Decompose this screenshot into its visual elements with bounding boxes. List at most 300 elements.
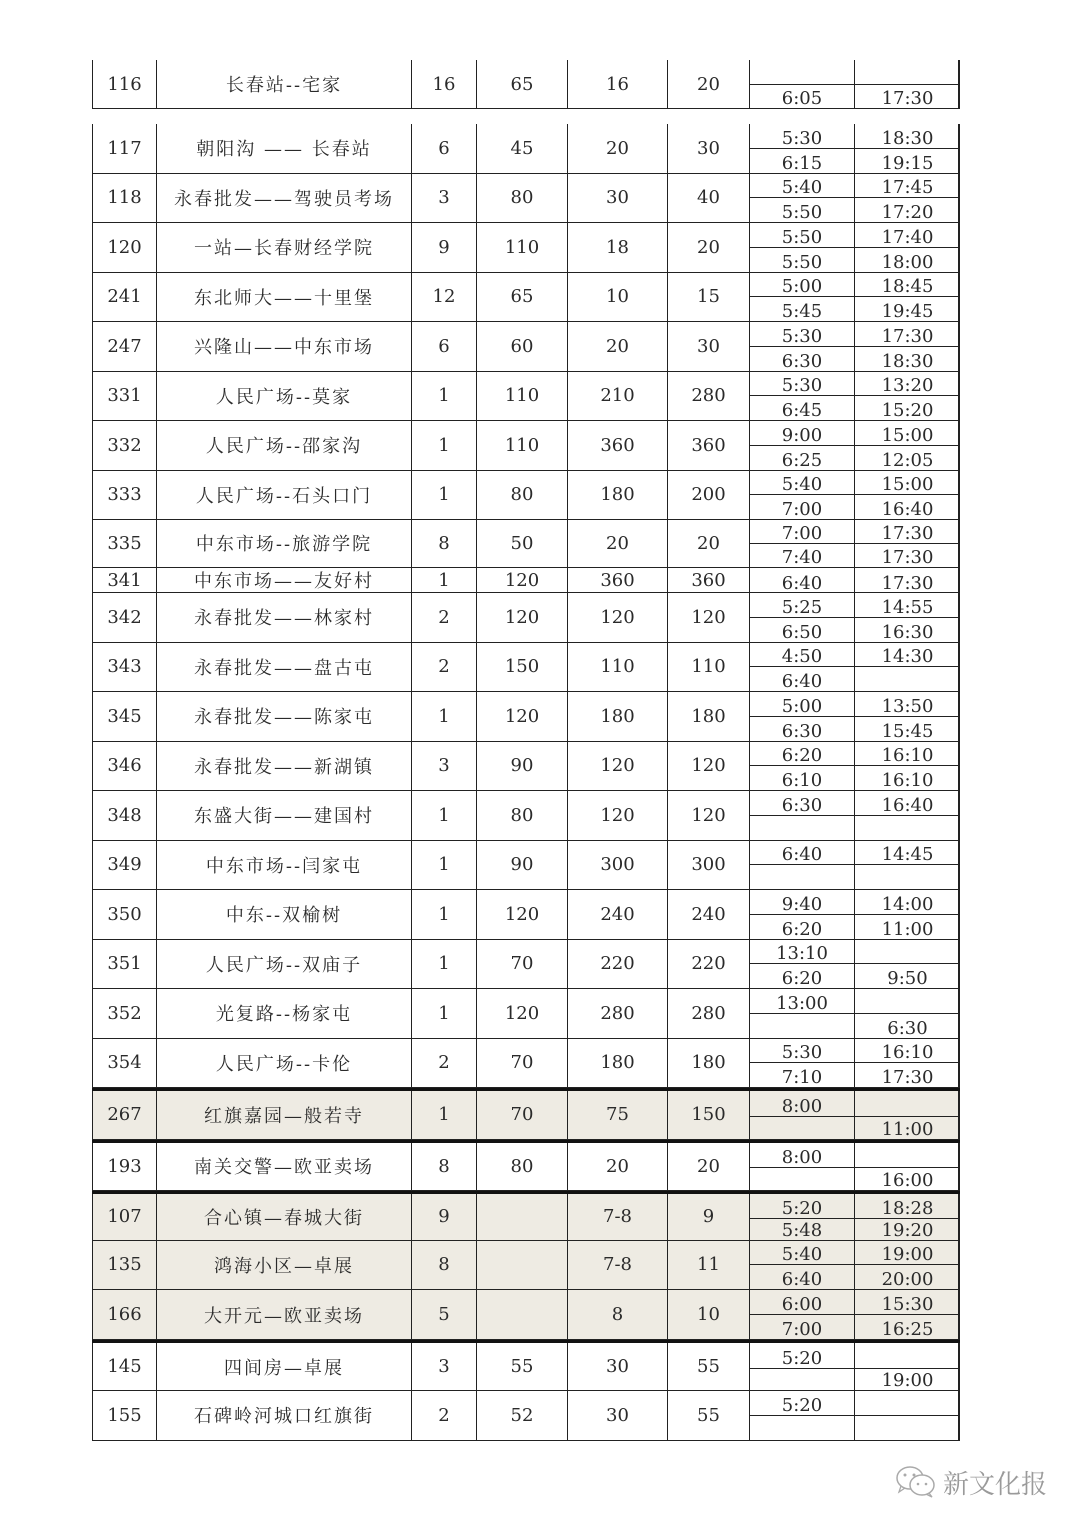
- table-row: [92, 1391, 960, 1441]
- route-length-cell: 120: [477, 692, 568, 742]
- route-length-cell: 110: [477, 421, 568, 471]
- schedule-times: [750, 124, 960, 174]
- schedule-times: [750, 174, 960, 224]
- schedule-times: [750, 60, 960, 109]
- departure-time: 5:50: [750, 223, 855, 247]
- route-number-cell: 247: [92, 322, 157, 372]
- departure-time: 6:00: [750, 1290, 855, 1314]
- departure-time: 5:40: [750, 471, 855, 495]
- last-departure-time: 14:30: [881, 646, 934, 668]
- table-row: [92, 1241, 960, 1291]
- departure-time: 5:30: [750, 124, 855, 148]
- last-departure-time: [855, 60, 960, 84]
- table-row: [92, 1088, 960, 1140]
- last-departure-time: 16:40: [881, 498, 934, 520]
- watermark-text: 新文化报: [943, 1469, 1048, 1500]
- interval-peak-cell: 210: [568, 372, 668, 422]
- vehicle-count-cell: 1: [412, 372, 477, 422]
- departure-time: 8:00: [750, 1143, 855, 1168]
- last-departure-time: 15:45: [881, 720, 934, 742]
- route-name-cell: 朝阳沟 —— 长春站: [157, 124, 412, 174]
- departure-time: 5:50: [750, 197, 855, 222]
- departure-time: 4:50: [750, 643, 855, 667]
- schedule-times: [750, 223, 960, 273]
- last-departure-time: 18:30: [881, 127, 934, 149]
- schedule-times: [750, 643, 960, 693]
- route-length-cell: 70: [477, 1091, 568, 1140]
- route-length-cell: 65: [477, 60, 568, 109]
- route-name-cell: 大开元—欧亚卖场: [157, 1290, 412, 1340]
- departure-time: 7:00: [750, 1314, 855, 1339]
- last-departure-time: 16:00: [881, 1169, 934, 1191]
- last-departure-time: [855, 666, 960, 691]
- schedule-times: [750, 568, 960, 593]
- last-departure-time: 16:10: [881, 745, 934, 767]
- route-name-cell: 石碑岭河城口红旗街: [157, 1391, 412, 1441]
- last-departure-time: 17:30: [881, 1067, 934, 1088]
- vehicle-count-cell: 1: [412, 471, 477, 520]
- vehicle-count-cell: 9: [412, 223, 477, 273]
- departure-time: 6:10: [750, 765, 855, 790]
- table-row: [92, 223, 960, 273]
- interval-offpeak-cell: 300: [668, 841, 750, 891]
- interval-offpeak-cell: 20: [668, 519, 750, 568]
- schedule-times: [750, 593, 960, 643]
- interval-peak-cell: 7-8: [568, 1194, 668, 1241]
- departure-time: 13:10: [750, 940, 855, 964]
- last-departure-time: 16:30: [881, 621, 934, 643]
- interval-peak-cell: 16: [568, 60, 668, 109]
- departure-time: [750, 1113, 855, 1139]
- last-departure-time: 19:00: [881, 1370, 934, 1391]
- table-row: [92, 1140, 960, 1191]
- route-name-cell: 中东--双榆树: [157, 890, 412, 940]
- vehicle-count-cell: 6: [412, 322, 477, 372]
- last-departure-time: 14:00: [881, 893, 934, 915]
- vehicle-count-cell: 2: [412, 1039, 477, 1089]
- last-departure-time: 19:45: [881, 301, 934, 322]
- route-name-cell: 东盛大街——建国村: [157, 791, 412, 841]
- schedule-times: [750, 692, 960, 742]
- route-name-cell: 东北师大——十里堡: [157, 273, 412, 323]
- table-row: [92, 940, 960, 990]
- route-name-cell: 一站—长春财经学院: [157, 223, 412, 273]
- watermark: [895, 1462, 1047, 1502]
- vehicle-count-cell: 6: [412, 124, 477, 174]
- route-length-cell: 120: [477, 568, 568, 593]
- route-number-cell: 107: [92, 1194, 157, 1241]
- vehicle-count-cell: 2: [412, 593, 477, 643]
- interval-offpeak-cell: 280: [668, 989, 750, 1039]
- route-length-cell: 70: [477, 940, 568, 990]
- route-number-cell: 350: [92, 890, 157, 940]
- last-departure-time: 18:45: [881, 276, 934, 298]
- schedule-times: [750, 890, 960, 940]
- last-departure-time: 17:40: [881, 226, 934, 248]
- schedule-times: [750, 1391, 960, 1441]
- schedule-times: [750, 1194, 960, 1241]
- departure-time: 6:20: [750, 914, 855, 939]
- vehicle-count-cell: 1: [412, 989, 477, 1039]
- departure-time: [750, 815, 855, 840]
- route-name-cell: 光复路--杨家屯: [157, 989, 412, 1039]
- last-departure-time: 13:20: [881, 375, 934, 397]
- table-row: [92, 568, 960, 593]
- departure-time: 6:50: [750, 617, 855, 642]
- route-length-cell: [477, 1194, 568, 1241]
- interval-offpeak-cell: 20: [668, 1143, 750, 1191]
- interval-peak-cell: 8: [568, 1290, 668, 1340]
- route-length-cell: 60: [477, 322, 568, 372]
- vehicle-count-cell: 8: [412, 1241, 477, 1291]
- last-departure-time: 17:30: [881, 573, 934, 594]
- vehicle-count-cell: 1: [412, 692, 477, 742]
- interval-offpeak-cell: 11: [668, 1241, 750, 1291]
- interval-peak-cell: 20: [568, 1143, 668, 1191]
- departure-time: 6:05: [750, 84, 855, 109]
- departure-time: [750, 1415, 855, 1440]
- schedule-times: [750, 273, 960, 323]
- vehicle-count-cell: 8: [412, 1143, 477, 1191]
- interval-peak-cell: 20: [568, 322, 668, 372]
- last-departure-time: 6:30: [887, 1017, 928, 1039]
- schedule-times: [750, 791, 960, 841]
- table-row: [92, 1039, 960, 1089]
- vehicle-count-cell: 1: [412, 841, 477, 891]
- route-length-cell: 90: [477, 742, 568, 792]
- route-name-cell: 人民广场--卡伦: [157, 1039, 412, 1089]
- route-number-cell: 342: [92, 593, 157, 643]
- table-row: [92, 890, 960, 940]
- departure-time: 5:20: [750, 1194, 855, 1218]
- departure-time: 5:00: [750, 273, 855, 297]
- last-departure-time: 16:40: [881, 794, 934, 816]
- vehicle-count-cell: 1: [412, 940, 477, 990]
- route-number-cell: 351: [92, 940, 157, 990]
- departure-time: [750, 1164, 855, 1190]
- vehicle-count-cell: 2: [412, 1391, 477, 1441]
- departure-time: [750, 60, 855, 84]
- last-departure-time: 17:30: [881, 547, 934, 568]
- route-number-cell: 341: [92, 568, 157, 593]
- last-departure-time: 15:20: [881, 400, 934, 421]
- schedule-times: [750, 421, 960, 471]
- departure-time: 5:20: [750, 1343, 855, 1368]
- table-row: [92, 1290, 960, 1340]
- route-length-cell: 55: [477, 1343, 568, 1391]
- route-number-cell: 118: [92, 174, 157, 224]
- last-departure-time: 17:20: [881, 202, 934, 223]
- interval-offpeak-cell: 15: [668, 273, 750, 323]
- route-name-cell: 中东市场——友好村: [157, 568, 412, 593]
- vehicle-count-cell: 3: [412, 1343, 477, 1391]
- departure-time: 5:40: [750, 1241, 855, 1265]
- route-name-cell: 永春批发——林家村: [157, 593, 412, 643]
- interval-peak-cell: 300: [568, 841, 668, 891]
- route-length-cell: 52: [477, 1391, 568, 1441]
- last-departure-time: [855, 864, 960, 889]
- last-departure-time: 19:00: [881, 1244, 934, 1266]
- route-name-cell: 南关交警—欧亚卖场: [157, 1143, 412, 1191]
- interval-peak-cell: 180: [568, 471, 668, 520]
- table-row: [92, 989, 960, 1039]
- interval-peak-cell: 180: [568, 1039, 668, 1089]
- vehicle-count-cell: 1: [412, 791, 477, 841]
- interval-offpeak-cell: 20: [668, 223, 750, 273]
- route-number-cell: 343: [92, 643, 157, 693]
- vehicle-count-cell: 12: [412, 273, 477, 323]
- interval-offpeak-cell: 20: [668, 60, 750, 109]
- last-departure-time: 9:50: [887, 968, 928, 989]
- route-number-cell: 333: [92, 471, 157, 520]
- departure-time: 6:40: [750, 568, 855, 593]
- last-departure-time: 16:10: [881, 1042, 934, 1064]
- departure-time: 5:20: [750, 1391, 855, 1415]
- last-departure-time: 11:00: [881, 918, 934, 940]
- schedule-times: [750, 372, 960, 422]
- departure-time: [750, 1013, 855, 1038]
- interval-peak-cell: 18: [568, 223, 668, 273]
- last-departure-time: [855, 1391, 960, 1415]
- route-length-cell: 110: [477, 372, 568, 422]
- last-departure-time: 19:20: [881, 1219, 934, 1241]
- departure-time: 5:50: [750, 247, 855, 272]
- interval-peak-cell: 7-8: [568, 1241, 668, 1291]
- departure-time: 6:30: [750, 791, 855, 815]
- departure-time: 5:45: [750, 296, 855, 321]
- last-departure-time: 16:10: [881, 770, 934, 791]
- table-row: [92, 1340, 960, 1391]
- route-name-cell: 人民广场--石头口门: [157, 471, 412, 520]
- departure-time: 6:25: [750, 445, 855, 470]
- vehicle-count-cell: 1: [412, 568, 477, 593]
- last-departure-time: 18:00: [881, 251, 934, 273]
- route-length-cell: [477, 1241, 568, 1291]
- route-number-cell: 345: [92, 692, 157, 742]
- interval-peak-cell: 220: [568, 940, 668, 990]
- last-departure-time: 18:30: [881, 350, 934, 372]
- departure-time: 5:40: [750, 174, 855, 198]
- last-departure-time: [855, 940, 960, 964]
- table-row: [92, 519, 960, 568]
- interval-offpeak-cell: 240: [668, 890, 750, 940]
- departure-time: 7:00: [750, 494, 855, 519]
- table-row: [92, 372, 960, 422]
- route-number-cell: 348: [92, 791, 157, 841]
- route-name-cell: 兴隆山——中东市场: [157, 322, 412, 372]
- departure-time: 5:00: [750, 692, 855, 716]
- last-departure-time: 15:00: [881, 424, 934, 446]
- departure-time: 5:48: [750, 1215, 855, 1240]
- route-length-cell: 45: [477, 124, 568, 174]
- table-row: [92, 273, 960, 323]
- interval-offpeak-cell: 120: [668, 742, 750, 792]
- vehicle-count-cell: 9: [412, 1194, 477, 1241]
- vehicle-count-cell: 2: [412, 643, 477, 693]
- interval-offpeak-cell: 280: [668, 372, 750, 422]
- interval-peak-cell: 20: [568, 124, 668, 174]
- table-row: [92, 791, 960, 841]
- departure-time: 6:15: [750, 148, 855, 173]
- route-name-cell: 四间房—卓展: [157, 1343, 412, 1391]
- departure-time: 6:30: [750, 346, 855, 371]
- departure-time: 6:20: [750, 963, 855, 988]
- schedule-times: [750, 322, 960, 372]
- route-length-cell: 50: [477, 519, 568, 568]
- schedule-times: [750, 1039, 960, 1089]
- route-name-cell: 永春批发——新湖镇: [157, 742, 412, 792]
- interval-offpeak-cell: 120: [668, 791, 750, 841]
- schedule-times: [750, 742, 960, 792]
- route-name-cell: 合心镇—春城大街: [157, 1194, 412, 1241]
- route-number-cell: 352: [92, 989, 157, 1039]
- table-row: [92, 174, 960, 224]
- route-name-cell: 红旗嘉园—般若寺: [157, 1091, 412, 1140]
- route-length-cell: 120: [477, 593, 568, 643]
- route-number-cell: 135: [92, 1241, 157, 1291]
- route-number-cell: 166: [92, 1290, 157, 1340]
- interval-offpeak-cell: 40: [668, 174, 750, 224]
- table-row: [92, 471, 960, 520]
- route-length-cell: 65: [477, 273, 568, 323]
- interval-peak-cell: 360: [568, 421, 668, 471]
- route-length-cell: [477, 1290, 568, 1340]
- schedule-times: [750, 1290, 960, 1340]
- last-departure-time: 13:50: [881, 695, 934, 717]
- route-name-cell: 人民广场--双庙子: [157, 940, 412, 990]
- route-name-cell: 鸿海小区—卓展: [157, 1241, 412, 1291]
- departure-time: 5:30: [750, 372, 855, 396]
- route-name-cell: 人民广场--邵家沟: [157, 421, 412, 471]
- route-length-cell: 120: [477, 989, 568, 1039]
- table-row: [92, 124, 960, 174]
- interval-offpeak-cell: 120: [668, 593, 750, 643]
- last-departure-time: 14:55: [881, 596, 934, 618]
- table-row: [92, 742, 960, 792]
- interval-offpeak-cell: 360: [668, 421, 750, 471]
- interval-offpeak-cell: 55: [668, 1391, 750, 1441]
- route-number-cell: 267: [92, 1091, 157, 1140]
- departure-time: 9:00: [750, 421, 855, 445]
- departure-time: 7:40: [750, 543, 855, 568]
- last-departure-time: 16:25: [881, 1319, 934, 1340]
- route-number-cell: 193: [92, 1143, 157, 1191]
- route-name-cell: 永春批发——盘古屯: [157, 643, 412, 693]
- route-number-cell: 116: [92, 60, 157, 109]
- vehicle-count-cell: 8: [412, 519, 477, 568]
- departure-time: 13:00: [750, 989, 855, 1013]
- last-departure-time: 15:30: [881, 1294, 934, 1315]
- schedule-times: [750, 519, 960, 568]
- schedule-times: [750, 1143, 960, 1191]
- last-departure-time: 17:30: [881, 325, 934, 347]
- route-length-cell: 110: [477, 223, 568, 273]
- table-row: [92, 60, 960, 109]
- route-name-cell: 长春站--宅家: [157, 60, 412, 109]
- table-row: [92, 841, 960, 891]
- interval-offpeak-cell: 200: [668, 471, 750, 520]
- schedule-times: [750, 940, 960, 990]
- interval-offpeak-cell: 30: [668, 322, 750, 372]
- interval-offpeak-cell: 55: [668, 1343, 750, 1391]
- interval-offpeak-cell: 220: [668, 940, 750, 990]
- departure-time: 8:00: [750, 1091, 855, 1116]
- interval-peak-cell: 280: [568, 989, 668, 1039]
- interval-peak-cell: 30: [568, 1343, 668, 1391]
- route-name-cell: 永春批发——驾驶员考场: [157, 174, 412, 224]
- last-departure-time: [855, 989, 960, 1013]
- route-name-cell: 人民广场--莫家: [157, 372, 412, 422]
- departure-time: 7:10: [750, 1062, 855, 1087]
- last-departure-time: 17:30: [881, 522, 934, 544]
- last-departure-time: 18:28: [881, 1197, 934, 1219]
- table-row: [92, 322, 960, 372]
- route-length-cell: 120: [477, 890, 568, 940]
- interval-peak-cell: 120: [568, 742, 668, 792]
- schedule-times: [750, 841, 960, 891]
- route-length-cell: 80: [477, 471, 568, 520]
- route-number-cell: 346: [92, 742, 157, 792]
- schedule-times: [750, 1091, 960, 1140]
- vehicle-count-cell: 3: [412, 174, 477, 224]
- interval-peak-cell: 30: [568, 1391, 668, 1441]
- vehicle-count-cell: 1: [412, 890, 477, 940]
- departure-time: 5:30: [750, 1039, 855, 1063]
- last-departure-time: 11:00: [881, 1118, 934, 1140]
- vehicle-count-cell: 16: [412, 60, 477, 109]
- interval-peak-cell: 120: [568, 593, 668, 643]
- interval-peak-cell: 30: [568, 174, 668, 224]
- route-length-cell: 80: [477, 791, 568, 841]
- interval-offpeak-cell: 360: [668, 568, 750, 593]
- last-departure-time: 12:05: [881, 449, 934, 471]
- departure-time: 5:25: [750, 593, 855, 617]
- departure-time: 6:30: [750, 716, 855, 741]
- vehicle-count-cell: 1: [412, 1091, 477, 1140]
- schedule-times: [750, 1241, 960, 1291]
- last-departure-time: 20:00: [881, 1269, 934, 1290]
- vehicle-count-cell: 5: [412, 1290, 477, 1340]
- route-number-cell: 349: [92, 841, 157, 891]
- departure-time: 6:40: [750, 666, 855, 691]
- interval-peak-cell: 20: [568, 519, 668, 568]
- route-name-cell: 中东市场--旅游学院: [157, 519, 412, 568]
- route-number-cell: 332: [92, 421, 157, 471]
- last-departure-time: [855, 1415, 960, 1440]
- interval-offpeak-cell: 150: [668, 1091, 750, 1140]
- route-number-cell: 331: [92, 372, 157, 422]
- interval-offpeak-cell: 9: [668, 1194, 750, 1241]
- departure-time: 6:45: [750, 395, 855, 420]
- interval-peak-cell: 240: [568, 890, 668, 940]
- interval-peak-cell: 10: [568, 273, 668, 323]
- last-departure-time: [855, 815, 960, 840]
- route-number-cell: 241: [92, 273, 157, 323]
- schedule-times: [750, 989, 960, 1039]
- route-name-cell: 永春批发——陈家屯: [157, 692, 412, 742]
- last-departure-time: 15:00: [881, 474, 934, 495]
- route-number-cell: 117: [92, 124, 157, 174]
- route-number-cell: 145: [92, 1343, 157, 1391]
- vehicle-count-cell: 3: [412, 742, 477, 792]
- route-name-cell: 中东市场--闫家屯: [157, 841, 412, 891]
- last-departure-time: 19:15: [881, 152, 934, 174]
- table-row: [92, 593, 960, 643]
- interval-offpeak-cell: 30: [668, 124, 750, 174]
- interval-peak-cell: 180: [568, 692, 668, 742]
- departure-time: 7:00: [750, 519, 855, 543]
- departure-time: 6:40: [750, 1264, 855, 1289]
